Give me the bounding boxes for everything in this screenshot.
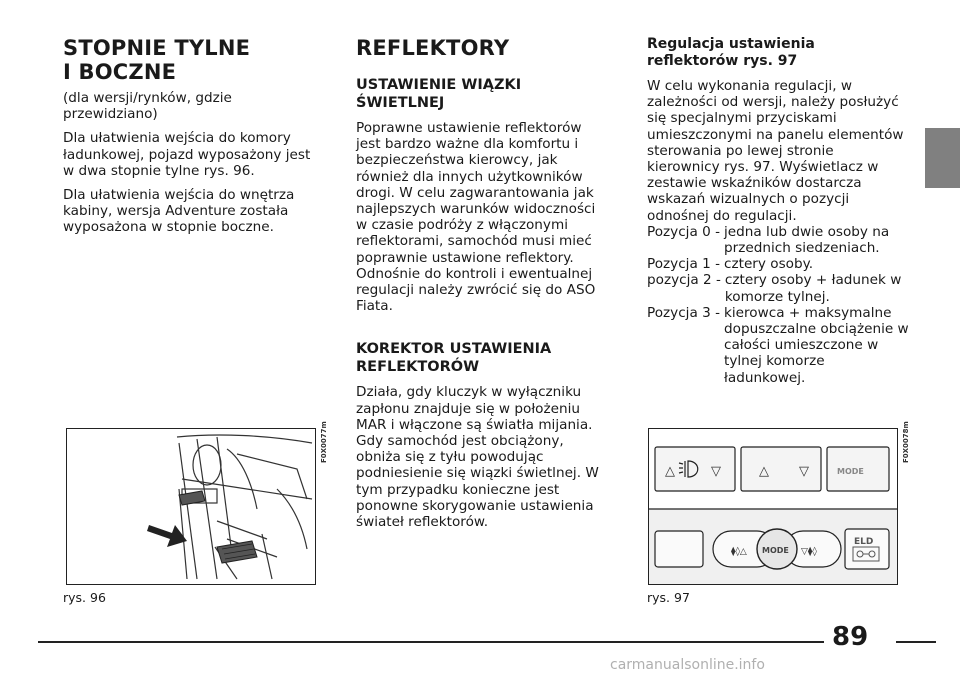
position-item: pozycja 2 - cztery osoby + ładunek w komorze tylnej. [647, 272, 902, 305]
paragraph: W celu wykonania regulacji, w zależności od wersji, należy posłużyć się specjalnymi przyciskami umieszczonymi na panelu elementów sterowania po lewej stronie kierownicy rys. 97. Wyświetlacz w zestawie wskaźników dostarcza wskazań wizualnych o pozycji odnośnej do regulacji. [647, 78, 904, 224]
figure-rear-steps [66, 428, 316, 585]
headlamp-up-icon: ⧫◊△ [731, 547, 747, 557]
rear-steps-illustration [67, 429, 315, 584]
paragraph: Dla ułatwienia wejścia do wnętrza kabiny, wersja Adventure została wyposażona w stopnie boczne. [63, 187, 295, 236]
paragraph: Poprawne ustawienie reflektorów jest bardzo ważne dla komfortu i bezpieczeństwa kierowcy, jak również dla innych użytkowników drogi. W celu zagwarantowania jak najlepszych warunków widoczności w czasie podróży z włączonymi reflektorami, samochód musi mieć poprawnie ustawione reflektory. Odnośnie do kontroli i ewentualnej regulacji należy zwrócić się do ASO Fiata. [356, 120, 596, 315]
mode-label: MODE [837, 467, 864, 476]
figure-caption: rys. 96 [63, 590, 106, 605]
heading-beam-corrector: KOREKTOR USTAWIENIA REFLEKTORÓW [356, 341, 552, 376]
eld-label: ELD [854, 537, 874, 547]
heading-steps: STOPNIE TYLNE I BOCZNE [63, 36, 251, 84]
headlamp-down-icon: ▽⧫◊ [801, 547, 817, 557]
figure-code: F0X0078m [902, 421, 910, 463]
up-triangle-icon: △ [759, 464, 769, 479]
up-triangle-icon: △ [665, 464, 675, 479]
position-item: Pozycja 1 - cztery osoby. [647, 256, 814, 273]
page-number: 89 [832, 622, 869, 652]
heading-beam-alignment: USTAWIENIE WIĄZKI ŚWIETLNEJ [356, 77, 522, 111]
control-panel-illustration [649, 429, 897, 584]
figure-control-panel [648, 428, 898, 585]
paragraph: Dla ułatwienia wejścia do komory ładunkowej, pojazd wyposażony jest w dwa stopnie tylne rys. 96. [63, 130, 311, 179]
column-adjustment [647, 36, 909, 386]
column-steps [63, 36, 325, 244]
figure-caption: rys. 97 [647, 590, 690, 605]
paragraph: (dla wersji/rynków, gdzie przewidziano) [63, 90, 232, 123]
position-item: Pozycja 3 - kierowca + maksymalne dopuszczalne obciążenie w całości umieszczone w tylnej komorze ładunkowej. [647, 304, 909, 386]
heading-headlights: REFLEKTORY [356, 36, 510, 60]
down-triangle-icon: ▽ [711, 464, 721, 479]
arrow-icon [147, 525, 187, 547]
section-tab [925, 128, 960, 188]
heading-adjustment: Regulacja ustawienia reflektorów rys. 97 [647, 36, 815, 69]
figure-code: F0X0077m [320, 421, 328, 463]
footer-rule [896, 641, 936, 643]
paragraph: Działa, gdy kluczyk w wyłączniku zapłonu znajduje się w położeniu MAR i włączone są światła mijania. Gdy samochód jest obciążony, obniża się z tyłu powodując podniesienie się wiązki świetlnej. W tym przypadku konieczne jest ponowne skorygowanie ustawienia świateł reflektorów. [356, 384, 599, 531]
down-triangle-icon: ▽ [799, 464, 809, 479]
mode-center-label: MODE [762, 546, 789, 555]
watermark: carmanualsonline.info [610, 657, 765, 673]
footer-rule [38, 641, 824, 643]
position-item: Pozycja 0 - jedna lub dwie osoby na przednich siedzeniach. [647, 223, 890, 257]
column-headlights [356, 36, 606, 538]
